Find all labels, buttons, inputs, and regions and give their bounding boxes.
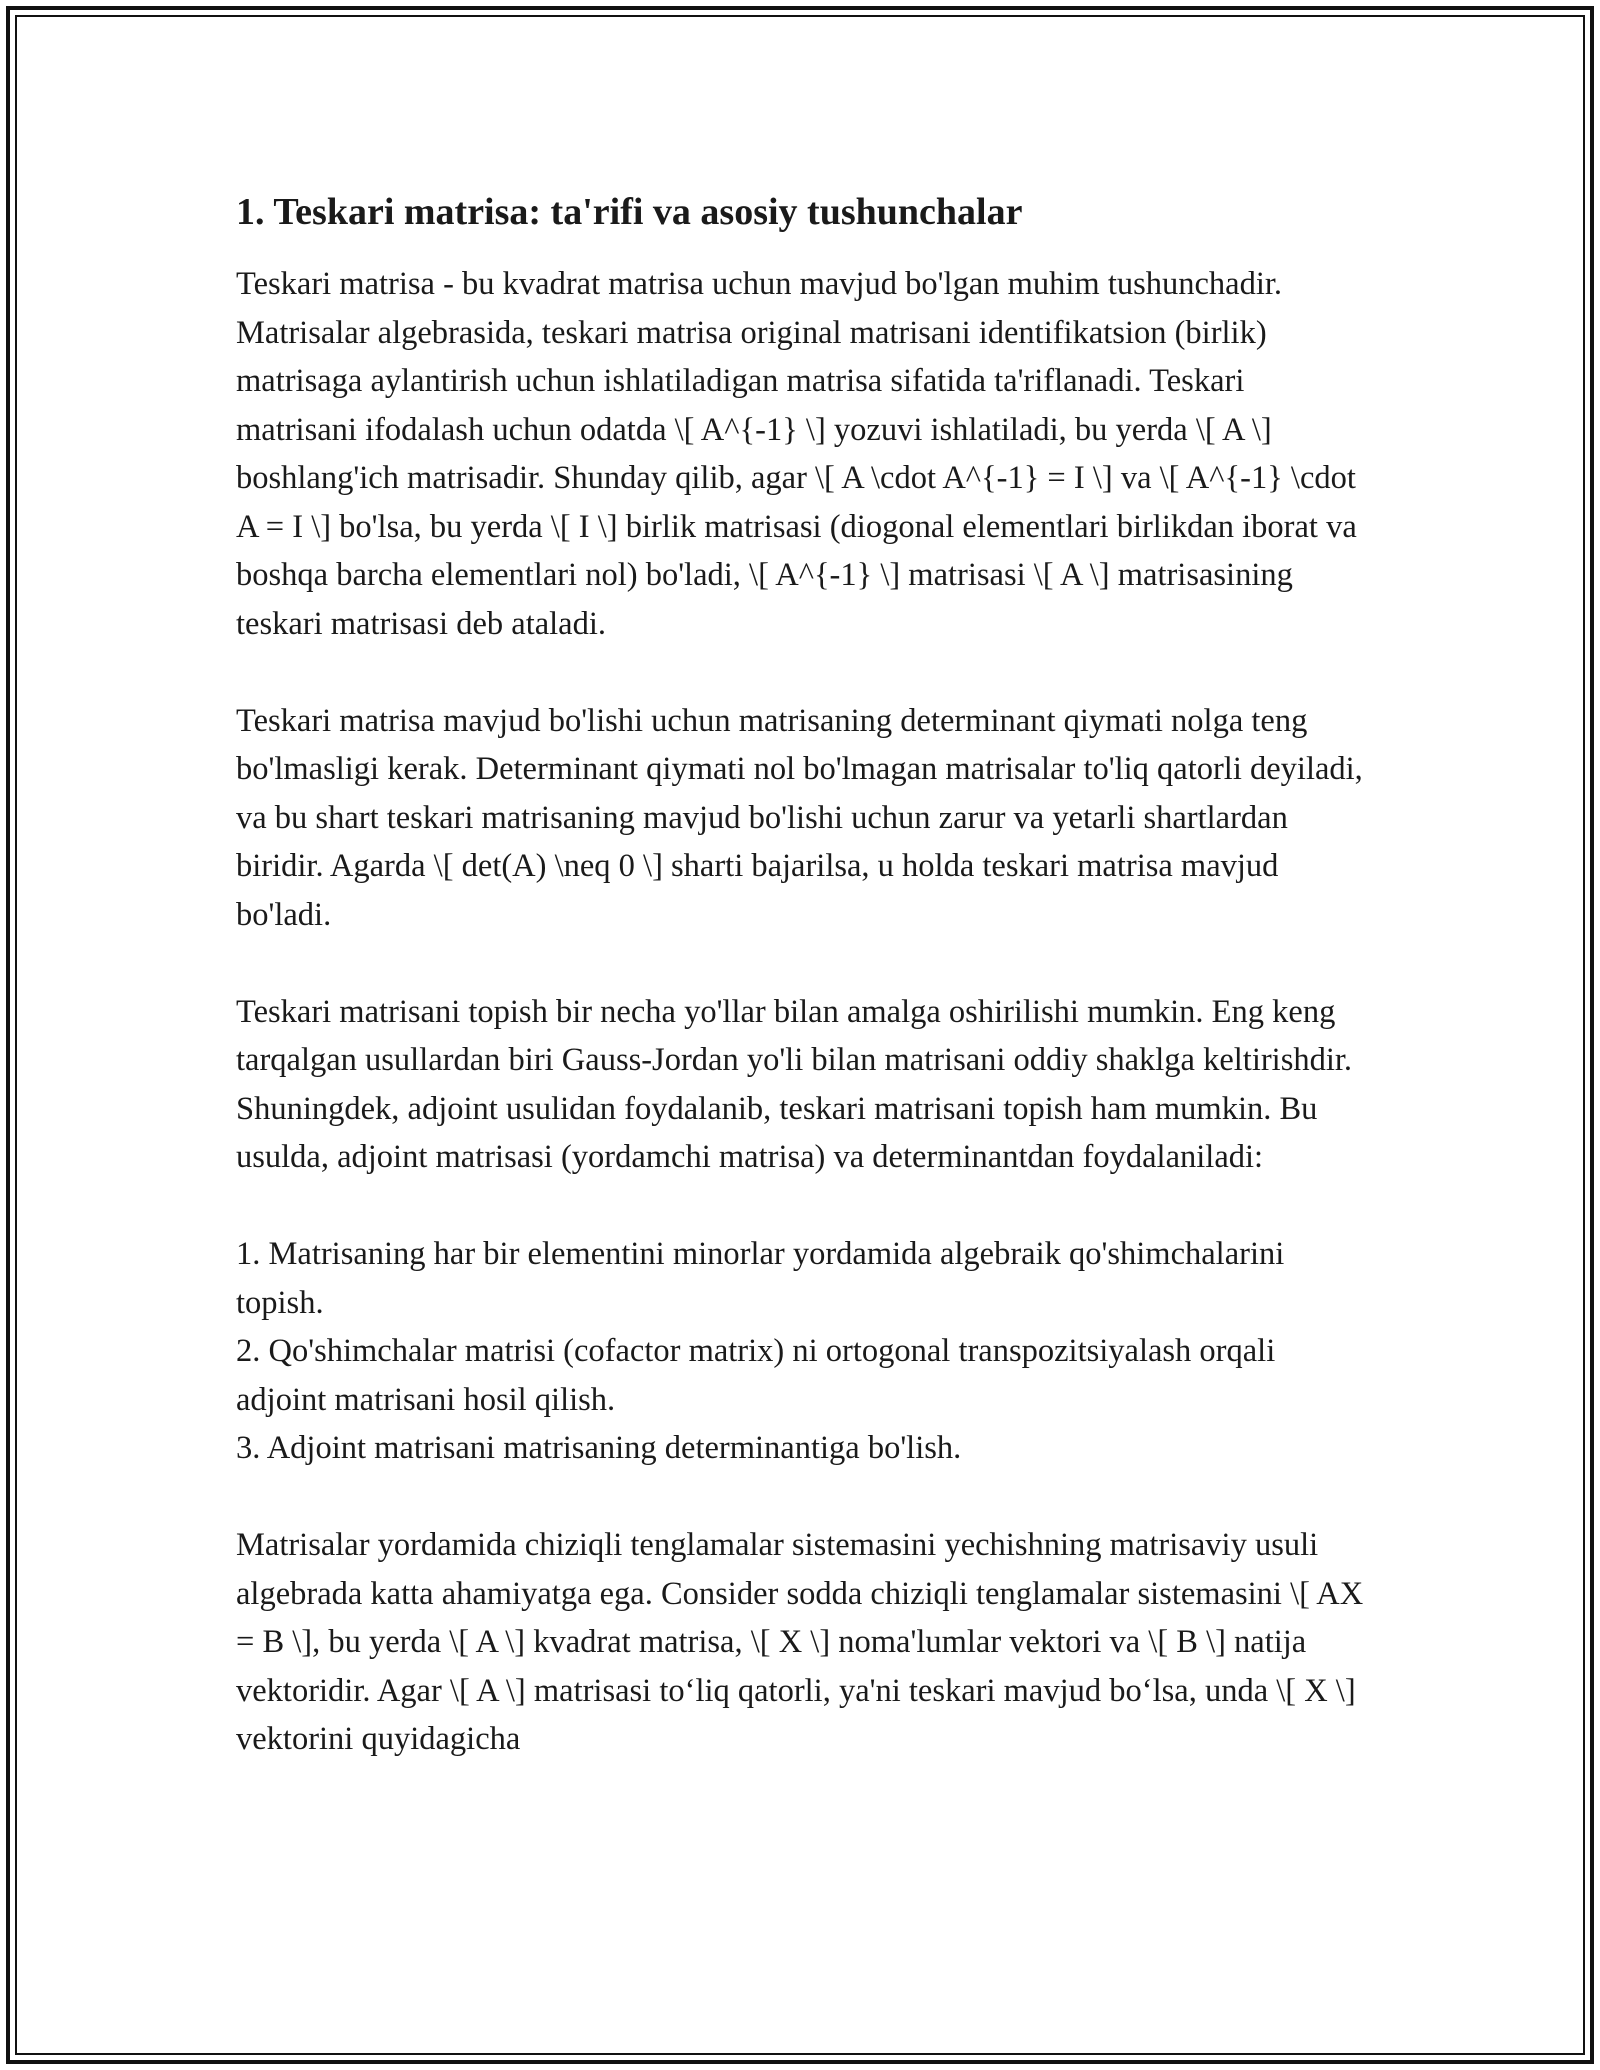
paragraph-methods: Teskari matrisani topish bir necha yo'llar bilan amalga oshirilishi mumkin. Eng keng tarqalgan usullardan biri Gauss-Jordan yo'li bilan matrisani oddiy shaklga keltirishdir. Shuningdek, adjoint usulidan foydalanib, teskari matrisani topish ham mumkin. Bu usulda, adjoint matrisasi (yordamchi matrisa) va determinantdan foydalaniladi: [236,993,1353,1175]
list-item: 3. Adjoint matrisani matrisaning determinantiga bo'lish. [236,1430,962,1466]
paragraph-determinant-condition: Teskari matrisa mavjud bo'lishi uchun matrisaning determinant qiymati nolga teng bo'lmasligi kerak. Determinant qiymati nol bo'lmagan matrisalar to'liq qatorli deyiladi, va bu shart teskari matrisaning mavjud bo'lishi uchun zarur va yetarli shartlardan biridir. Agarda \[ det(A) \neq 0 \] sharti bajarilsa, u holda teskari matrisa mavjud bo'ladi. [236,702,1363,933]
section-title: 1. Teskari matrisa: ta'rifi va asosiy tushunchalar [236,191,1023,233]
list-item: 1. Matrisaning har bir elementini minorlar yordamida algebraik qo'shimchalarini topish. [236,1236,1285,1321]
adjoint-steps-list [236,1230,1366,1473]
paragraph-definition: Teskari matrisa - bu kvadrat matrisa uchun mavjud bo'lgan muhim tushunchadir. Matrisalar algebrasida, teskari matrisa original matrisani identifikatsion (birlik) matrisaga aylantirish uchun ishlatiladigan matrisa sifatida ta'riflanadi. Teskari matrisani ifodalash uchun odatda \[ A^{-1} \] yozuvi ishlatiladi, bu yerda \[ A \] boshlang'ich matrisadir. Shunday qilib, agar \[ A \cdot A^{-1} = I \] va \[ A^{-1} \cdot A = I \] bo'lsa, bu yerda \[ I \] birlik matrisasi (diogonal elementlari birlikdan iborat va boshqa barcha elementlari nol) bo'ladi, \[ A^{-1} \] matrisasi \[ A \] matrisasining teskari matrisasi deb ataladi. [236,266,1357,642]
document-body [236,184,1366,1812]
paragraph-linear-systems: Matrisalar yordamida chiziqli tenglamalar sistemasini yechishning matrisaviy usuli algebrada katta ahamiyatga ega. Consider sodda chiziqli tenglamalar sistemasini \[ AX = B \], bu yerda \[ A \] kvadrat matrisa, \[ X \] noma'lumlar vektori va \[ B \] natija vektoridir. Agar \[ A \] matrisasi to‘liq qatorli, ya'ni teskari mavjud bo‘lsa, unda \[ X \] vektorini quyidagicha [236,1527,1364,1757]
list-item: 2. Qo'shimchalar matrisi (cofactor matrix) ni ortogonal transpozitsiyalash orqali adjoint matrisani hosil qilish. [236,1333,1276,1418]
